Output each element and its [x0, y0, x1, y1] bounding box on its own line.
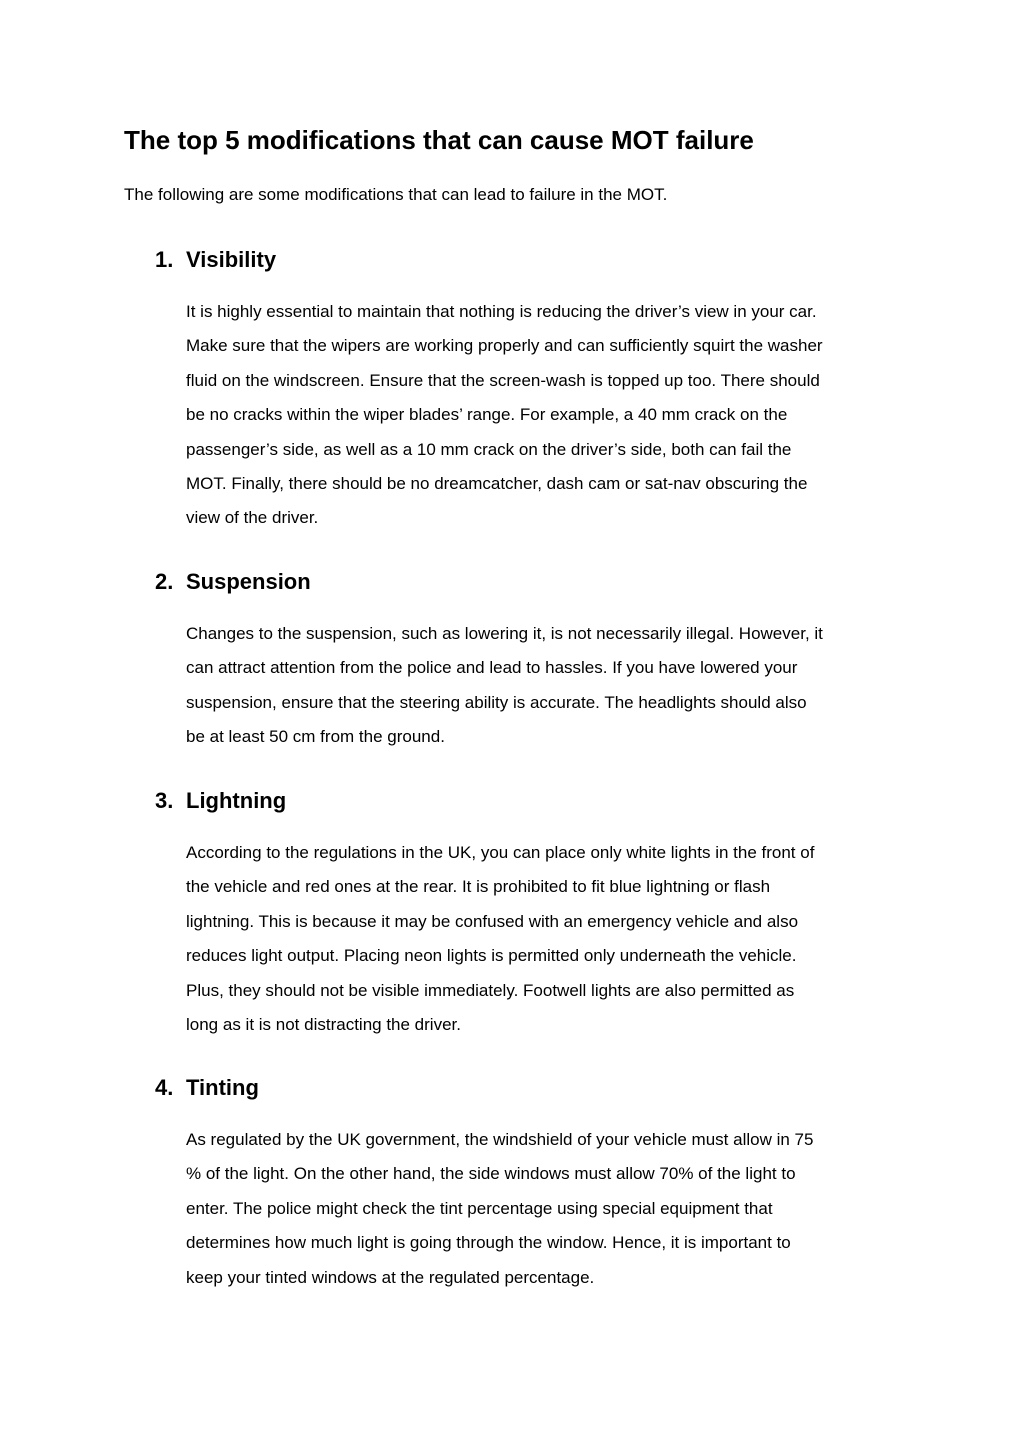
- body-line: passenger’s side, as well as a 10 mm crack on the driver’s side, both can fail the: [186, 439, 792, 459]
- section-heading: [155, 1074, 259, 1102]
- body-line: lightning. This is because it may be confused with an emergency vehicle and also: [186, 911, 799, 931]
- section-number: 4.: [155, 1075, 174, 1100]
- section-body: [186, 295, 906, 536]
- body-line: the vehicle and red ones at the rear. It is prohibited to fit blue lightning or flash: [186, 877, 771, 897]
- section-number: 3.: [155, 788, 174, 813]
- body-line: view of the driver.: [186, 508, 319, 528]
- body-line: According to the regulations in the UK, you can place only white lights in the front of: [186, 843, 815, 862]
- section-body: [186, 617, 906, 755]
- body-line: Changes to the suspension, such as lowering it, is not necessarily illegal. However, it: [186, 624, 823, 643]
- body-line: As regulated by the UK government, the windshield of your vehicle must allow in 75: [186, 1130, 814, 1149]
- section-heading: [155, 246, 276, 274]
- body-line: be at least 50 cm from the ground.: [186, 727, 445, 747]
- section-body: [186, 1123, 906, 1295]
- body-line: MOT. Finally, there should be no dreamcatcher, dash cam or sat-nav obscuring the: [186, 474, 808, 494]
- body-line: It is highly essential to maintain that nothing is reducing the driver’s view in your car.: [186, 302, 817, 321]
- section-heading-text: Visibility: [186, 247, 277, 272]
- body-line: Plus, they should not be visible immediately. Footwell lights are also permitted as: [186, 980, 795, 1000]
- section-heading-text: Tinting: [186, 1075, 259, 1100]
- page-title: The top 5 modifications that can cause MOT failure: [124, 125, 754, 155]
- body-line: fluid on the windscreen. Ensure that the screen-wash is topped up too. There should: [186, 370, 820, 390]
- body-line: reduces light output. Placing neon lights is permitted only underneath the vehicle.: [186, 946, 797, 966]
- body-line: Make sure that the wipers are working properly and can sufficiently squirt the washer: [186, 336, 823, 356]
- section-body: [186, 836, 906, 1042]
- body-line: be no cracks within the wiper blades’ range. For example, a 40 mm crack on the: [186, 405, 788, 425]
- body-line: can attract attention from the police and lead to hassles. If you have lowered your: [186, 658, 798, 678]
- body-line: % of the light. On the other hand, the side windows must allow 70% of the light to: [186, 1164, 796, 1184]
- body-line: keep your tinted windows at the regulated percentage.: [186, 1267, 595, 1287]
- section-number: 2.: [155, 569, 174, 594]
- intro-paragraph: The following are some modifications that can lead to failure in the MOT.: [124, 185, 668, 204]
- section-heading-text: Suspension: [186, 569, 311, 594]
- section-heading: [155, 787, 286, 815]
- body-line: suspension, ensure that the steering ability is accurate. The headlights should also: [186, 692, 807, 712]
- section-number: 1.: [155, 247, 174, 272]
- body-line: determines how much light is going through the window. Hence, it is important to: [186, 1233, 791, 1253]
- body-line: long as it is not distracting the driver.: [186, 1015, 461, 1035]
- section-heading: [155, 568, 311, 596]
- body-line: enter. The police might check the tint percentage using special equipment that: [186, 1198, 773, 1218]
- section-heading-text: Lightning: [186, 788, 287, 813]
